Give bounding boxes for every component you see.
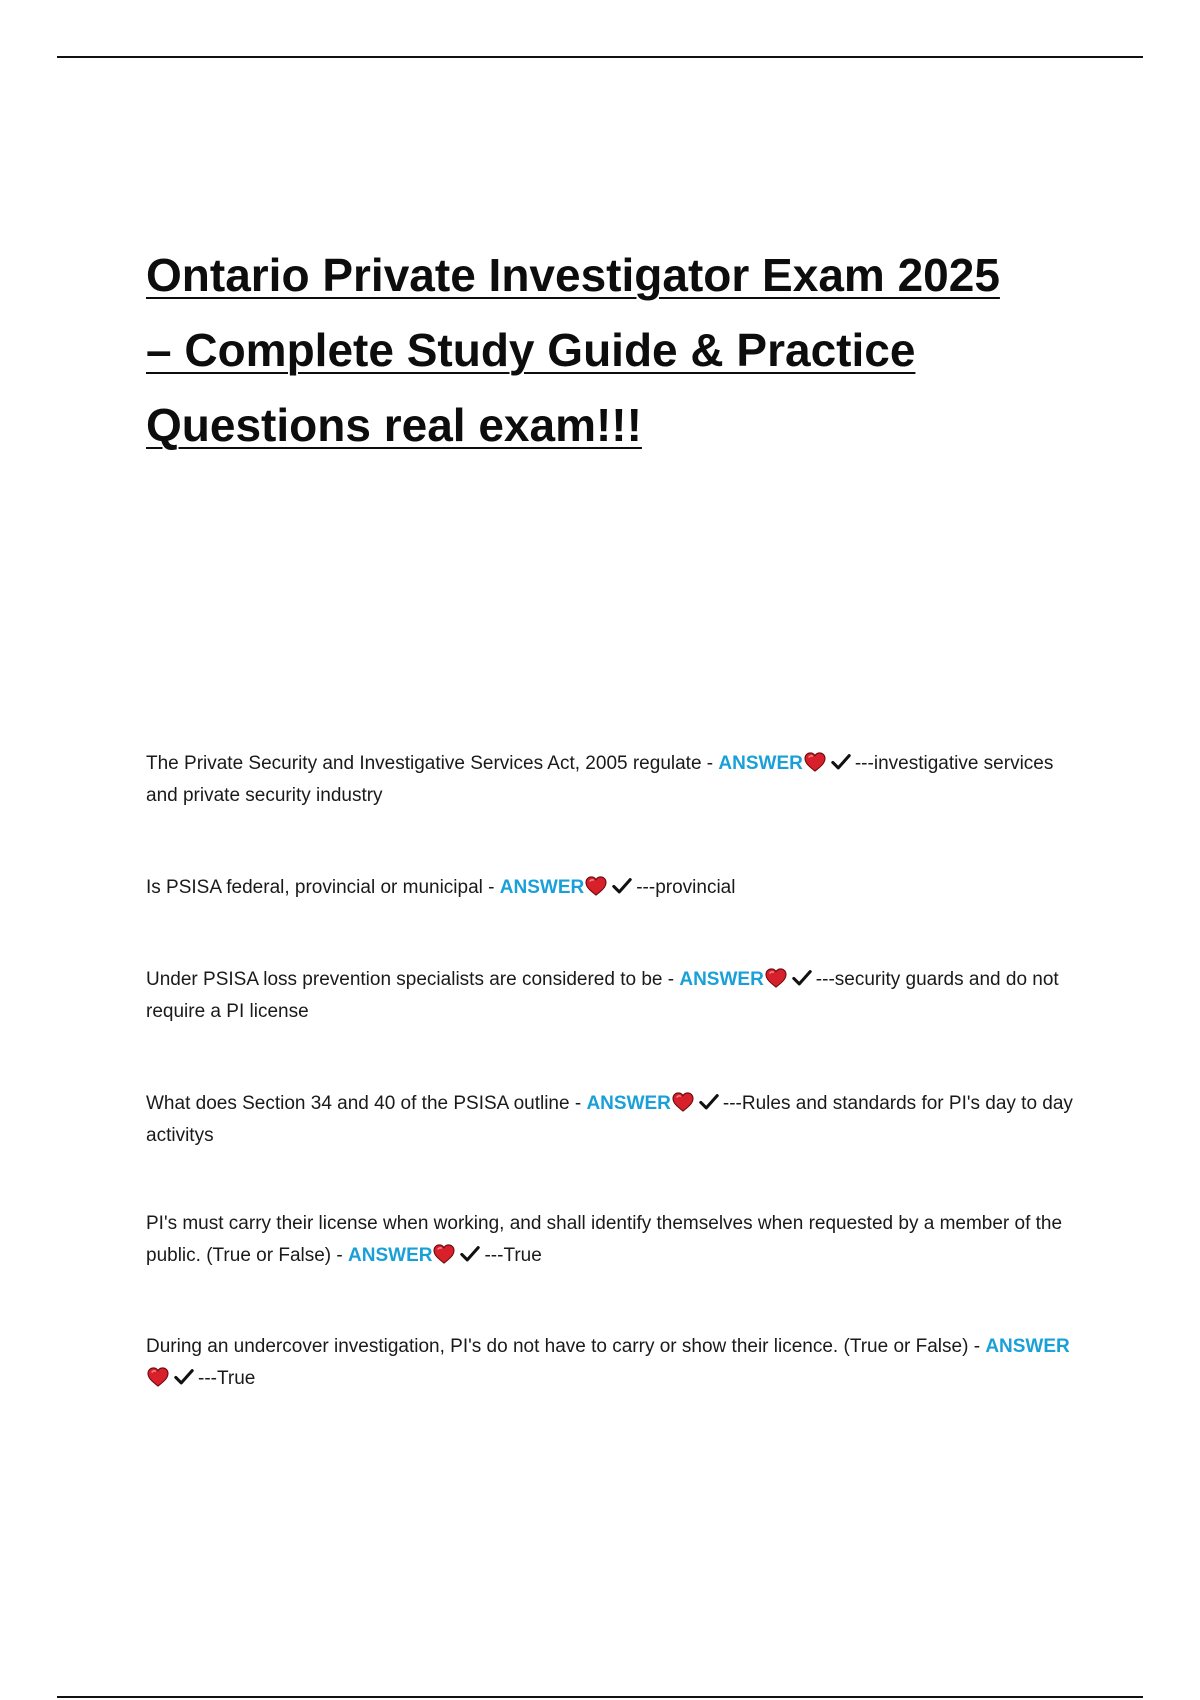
answer-label: ANSWER xyxy=(586,1093,671,1114)
question-text: Under PSISA loss prevention specialists are considered to be - xyxy=(146,969,680,990)
answer-separator: --- xyxy=(815,969,835,990)
question-text: PI's must carry their license when working, and shall identify themselves when requested by a member of the public. (True or False) - xyxy=(146,1213,1063,1266)
heart-icon xyxy=(433,1244,455,1264)
check-icon xyxy=(830,752,852,772)
qa-item xyxy=(146,1088,1086,1152)
answer-text: investigative services and private security industry xyxy=(146,753,1054,806)
check-icon xyxy=(698,1092,720,1112)
question-text: What does Section 34 and 40 of the PSISA outline - xyxy=(146,1093,587,1114)
question-text: During an undercover investigation, PI's do not have to carry or show their licence. (True or False) - xyxy=(146,1336,986,1357)
answer-label: ANSWER xyxy=(499,877,585,898)
qa-item xyxy=(146,1331,1086,1395)
qa-item xyxy=(146,964,1086,1028)
qa-item xyxy=(146,748,1086,812)
answer-label: ANSWER xyxy=(985,1336,1070,1357)
question-text: Is PSISA federal, provincial or municipal - xyxy=(146,877,500,898)
question-answer-list xyxy=(146,748,1086,1395)
heart-icon xyxy=(147,1367,169,1387)
heart-icon xyxy=(585,876,607,896)
qa-item xyxy=(146,872,1086,904)
heart-icon xyxy=(804,752,826,772)
question-text: The Private Security and Investigative Services Act, 2005 regulate - xyxy=(146,753,719,774)
title-line: – Complete Study Guide & Practice xyxy=(146,324,916,376)
answer-text: True xyxy=(503,1245,542,1266)
answer-label: ANSWER xyxy=(348,1245,433,1266)
answer-text: True xyxy=(216,1368,256,1389)
check-icon xyxy=(173,1367,195,1387)
title-line: Questions real exam!!! xyxy=(146,399,642,451)
answer-label: ANSWER xyxy=(718,753,803,774)
answer-separator: --- xyxy=(722,1093,742,1114)
check-icon xyxy=(459,1244,481,1264)
answer-separator: --- xyxy=(198,1368,217,1389)
qa-item xyxy=(146,1208,1086,1272)
answer-separator: --- xyxy=(484,1245,504,1266)
top-rule xyxy=(57,56,1143,58)
check-icon xyxy=(791,968,813,988)
answer-text: Rules and standards for PI's day to day activitys xyxy=(146,1093,1073,1146)
answer-separator: --- xyxy=(636,877,656,898)
bottom-rule xyxy=(57,1696,1143,1698)
title-line: Ontario Private Investigator Exam 2025 xyxy=(146,249,1000,301)
answer-label: ANSWER xyxy=(679,969,764,990)
answer-separator: --- xyxy=(854,753,874,774)
heart-icon xyxy=(765,968,787,988)
answer-text: security guards and do not require a PI license xyxy=(146,969,1059,1022)
heart-icon xyxy=(672,1092,694,1112)
answer-text: provincial xyxy=(655,877,736,898)
document-title xyxy=(146,238,1106,463)
check-icon xyxy=(611,876,633,896)
